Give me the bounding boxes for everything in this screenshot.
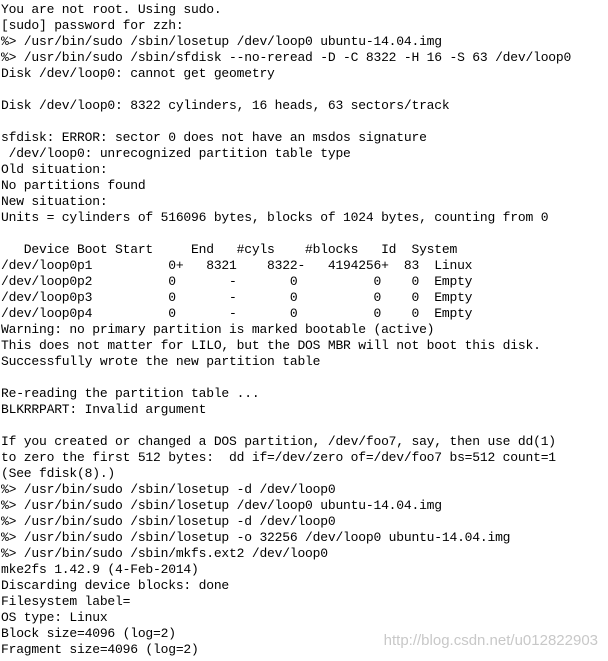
terminal-line (1, 226, 608, 242)
terminal-line: %> /usr/bin/sudo /sbin/losetup /dev/loop0 ubuntu-14.04.img (1, 34, 442, 49)
terminal-line (1, 82, 608, 98)
terminal-line: %> /usr/bin/sudo /sbin/losetup -d /dev/loop0 (1, 514, 336, 529)
terminal-line (1, 114, 608, 130)
terminal-line: (See fdisk(8).) (1, 466, 116, 481)
terminal-line: /dev/loop0p1 0+ 8321 8322- 4194256+ 83 Linux (1, 258, 473, 273)
terminal-line: Disk /dev/loop0: cannot get geometry (1, 66, 275, 81)
watermark-text: http://blog.csdn.net/u012822903 (383, 632, 598, 649)
terminal-line (1, 418, 608, 434)
terminal-line: Re-reading the partition table ... (1, 386, 260, 401)
terminal-line: You are not root. Using sudo. (1, 2, 222, 17)
terminal-line: Old situation: (1, 162, 108, 177)
terminal-line: Disk /dev/loop0: 8322 cylinders, 16 heads, 63 sectors/track (1, 98, 450, 113)
terminal-line (1, 370, 608, 386)
terminal-line: Warning: no primary partition is marked bootable (active) (1, 322, 435, 337)
terminal-line: [sudo] password for zzh: (1, 18, 184, 33)
terminal-line: /dev/loop0p3 0 - 0 0 0 Empty (1, 290, 473, 305)
terminal-line: /dev/loop0p2 0 - 0 0 0 Empty (1, 274, 473, 289)
terminal-line: to zero the first 512 bytes: dd if=/dev/zero of=/dev/foo7 bs=512 count=1 (1, 450, 556, 465)
terminal-line: No partitions found (1, 178, 146, 193)
terminal-line: Fragment size=4096 (log=2) (1, 642, 199, 657)
terminal-line: /dev/loop0p4 0 - 0 0 0 Empty (1, 306, 473, 321)
terminal-line: sfdisk: ERROR: sector 0 does not have an msdos signature (1, 130, 427, 145)
terminal-line: %> /usr/bin/sudo /sbin/losetup /dev/loop0 ubuntu-14.04.img (1, 498, 442, 513)
terminal-line: Successfully wrote the new partition table (1, 354, 321, 369)
terminal-line: mke2fs 1.42.9 (4-Feb-2014) (1, 562, 199, 577)
terminal-line: New situation: (1, 194, 108, 209)
terminal-line: Filesystem label= (1, 594, 131, 609)
terminal-line: If you created or changed a DOS partition, /dev/foo7, say, then use dd(1) (1, 434, 556, 449)
terminal-line: %> /usr/bin/sudo /sbin/sfdisk --no-reread -D -C 8322 -H 16 -S 63 /dev/loop0 (1, 50, 572, 65)
terminal-line: Block size=4096 (log=2) (1, 626, 176, 641)
terminal-line: BLKRRPART: Invalid argument (1, 402, 207, 417)
terminal-line: %> /usr/bin/sudo /sbin/losetup -o 32256 /dev/loop0 ubuntu-14.04.img (1, 530, 511, 545)
terminal-line: Device Boot Start End #cyls #blocks Id System (1, 242, 458, 257)
terminal-line: %> /usr/bin/sudo /sbin/mkfs.ext2 /dev/loop0 (1, 546, 328, 561)
terminal-line: %> /usr/bin/sudo /sbin/losetup -d /dev/loop0 (1, 482, 336, 497)
terminal-line: Discarding device blocks: done (1, 578, 230, 593)
terminal-line: This does not matter for LILO, but the DOS MBR will not boot this disk. (1, 338, 541, 353)
terminal-line: OS type: Linux (1, 610, 108, 625)
terminal-line: Units = cylinders of 516096 bytes, blocks of 1024 bytes, counting from 0 (1, 210, 549, 225)
terminal-line: /dev/loop0: unrecognized partition table type (1, 146, 351, 161)
